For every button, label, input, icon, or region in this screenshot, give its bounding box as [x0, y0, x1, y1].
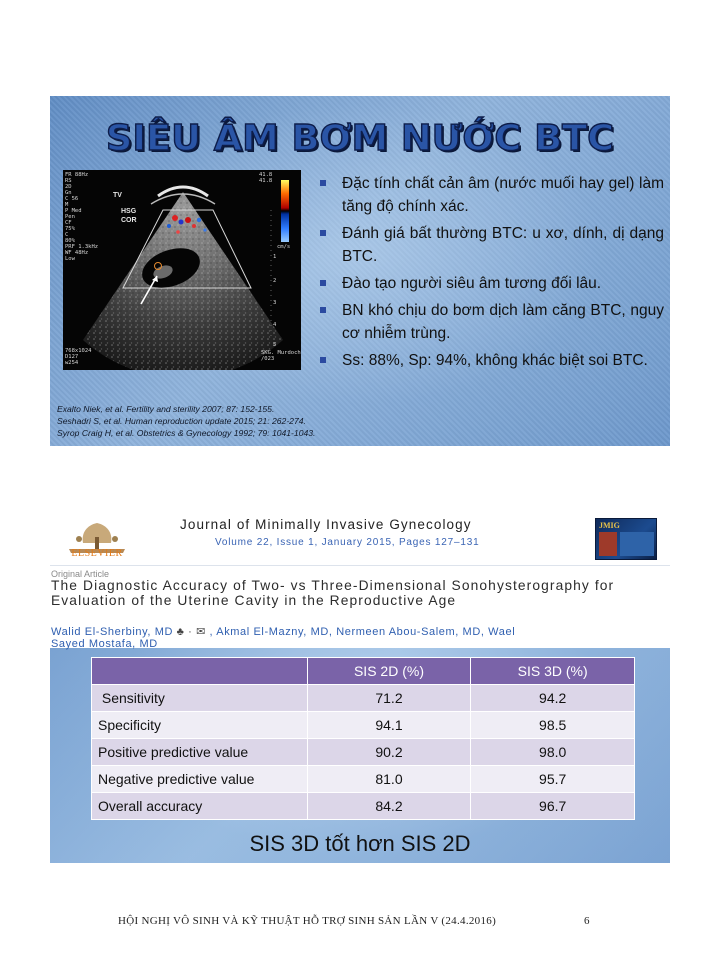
ultrasound-image — [63, 170, 301, 370]
table-row — [92, 793, 635, 820]
ultrasound-bottom-left: 768x1024 D127 w254 — [65, 348, 92, 366]
reference-item: Seshadri S, et al. Human reproduction update 2015; 21: 262-274. — [57, 416, 306, 426]
journal-title[interactable]: Journal of Minimally Invasive Gynecology — [180, 517, 472, 532]
ultrasound-scale-top: 41.8 41.8 — [259, 172, 273, 184]
depth-tick-2: 2 — [273, 278, 277, 284]
sis2d-value: 81.0 — [307, 766, 471, 793]
square-bullet-icon — [320, 180, 326, 186]
row-label: Overall accuracy — [92, 793, 308, 820]
author-link[interactable]: , Akmal El-Mazny, MD, Nermeen Abou-Salem, MD, Wael — [209, 626, 516, 638]
column-header: SIS 3D (%) — [471, 658, 635, 685]
page-footer: HỘI NGHỊ VÔ SINH VÀ KỸ THUẬT HỖ TRỢ SINH SẢN LẦN V (24.4.2016) — [118, 915, 497, 927]
table-row — [92, 685, 635, 712]
slide-ultrasound-summary — [50, 96, 670, 446]
article-type: Original Article — [51, 569, 110, 579]
ultrasound-label-hsg: HSG — [121, 208, 137, 215]
conclusion-text: SIS 3D tốt hơn SIS 2D — [249, 831, 471, 856]
ultrasound-label-cor: COR — [121, 217, 137, 224]
ultrasound-unit: cm/s — [277, 244, 291, 250]
column-header — [92, 658, 308, 685]
journal-volume[interactable]: Volume 22, Issue 1, January 2015, Pages 127–131 — [215, 537, 480, 548]
article-header — [50, 513, 670, 648]
references — [57, 403, 315, 439]
ultrasound-label-tv: TV — [113, 192, 122, 199]
article-title: The Diagnostic Accuracy of Two- vs Three-Dimensional Sonohysterography for Evaluation of the Uterine Cavity in the Reproductive Age — [51, 578, 615, 608]
bullet-item: Đánh giá bất thường BTC: u xơ, dính, dị dạng BTC. — [318, 222, 664, 268]
ultrasound-parameters: FR 88Hz RS 2D Gn C 56 M P Med Pen CF 75% C 80% PRF 1.3kHz WF 48Hz Low — [65, 172, 99, 262]
doppler-color-scale — [281, 180, 289, 242]
square-bullet-icon — [320, 307, 326, 313]
sis3d-value: 96.7 — [471, 793, 635, 820]
bullet-item: Ss: 88%, Sp: 94%, không khác biệt soi BTC. — [318, 349, 664, 372]
journal-cover-image: JMIG — [595, 518, 657, 560]
square-bullet-icon — [320, 230, 326, 236]
slide-sis-comparison — [50, 513, 670, 863]
ultrasound-scan-graphic — [63, 170, 301, 370]
row-label: Positive predictive value — [92, 739, 308, 766]
sis3d-value: 94.2 — [471, 685, 635, 712]
row-label: Specificity — [92, 712, 308, 739]
square-bullet-icon — [320, 357, 326, 363]
depth-tick-4: 4 — [273, 322, 277, 328]
reference-item: Syrop Craig H, et al. Obstetrics & Gynecology 1992; 79: 1041-1043. — [57, 428, 316, 438]
depth-tick-3: 3 — [273, 300, 277, 306]
bullet-list — [318, 172, 664, 376]
author-contact-icons[interactable]: ♣ · ✉ — [173, 626, 210, 638]
depth-tick-1: 1 — [273, 254, 277, 260]
depth-tick-5: 5 — [273, 342, 277, 348]
sis2d-value: 94.1 — [307, 712, 471, 739]
sis2d-value: 71.2 — [307, 685, 471, 712]
table-header-row — [92, 658, 635, 685]
table-row — [92, 766, 635, 793]
author-list — [51, 627, 666, 650]
ultrasound-bottom-right: SKG. Murdoch /023 — [261, 350, 301, 362]
bullet-item: BN khó chịu do bơm dịch làm căng BTC, nguy cơ nhiễm trùng. — [318, 299, 664, 345]
column-header: SIS 2D (%) — [307, 658, 471, 685]
publisher-name: ELSEVIER — [71, 548, 123, 559]
sis2d-value: 84.2 — [307, 793, 471, 820]
results-table — [91, 657, 635, 820]
table-row — [92, 712, 635, 739]
sis2d-value: 90.2 — [307, 739, 471, 766]
table-row — [92, 739, 635, 766]
square-bullet-icon — [320, 280, 326, 286]
reference-item: Exalto Niek, et al. Fertility and sterility 2007; 87: 152-155. — [57, 404, 275, 414]
sis3d-value: 95.7 — [471, 766, 635, 793]
bullet-item: Đào tạo người siêu âm tương đối lâu. — [318, 272, 664, 295]
author-link[interactable]: Sayed Mostafa, MD — [51, 637, 158, 650]
row-label: Negative predictive value — [92, 766, 308, 793]
divider — [50, 565, 670, 566]
sis3d-value: 98.5 — [471, 712, 635, 739]
page-number: 6 — [584, 915, 590, 927]
row-label: Sensitivity — [92, 685, 308, 712]
sis3d-value: 98.0 — [471, 739, 635, 766]
author-link[interactable]: Walid El-Sherbiny, MD — [51, 626, 174, 638]
bullet-item: Đặc tính chất cản âm (nước muối hay gel) làm tăng độ chính xác. — [318, 172, 664, 218]
slide-title: SIÊU ÂM BƠM NƯỚC BTC — [105, 118, 615, 159]
